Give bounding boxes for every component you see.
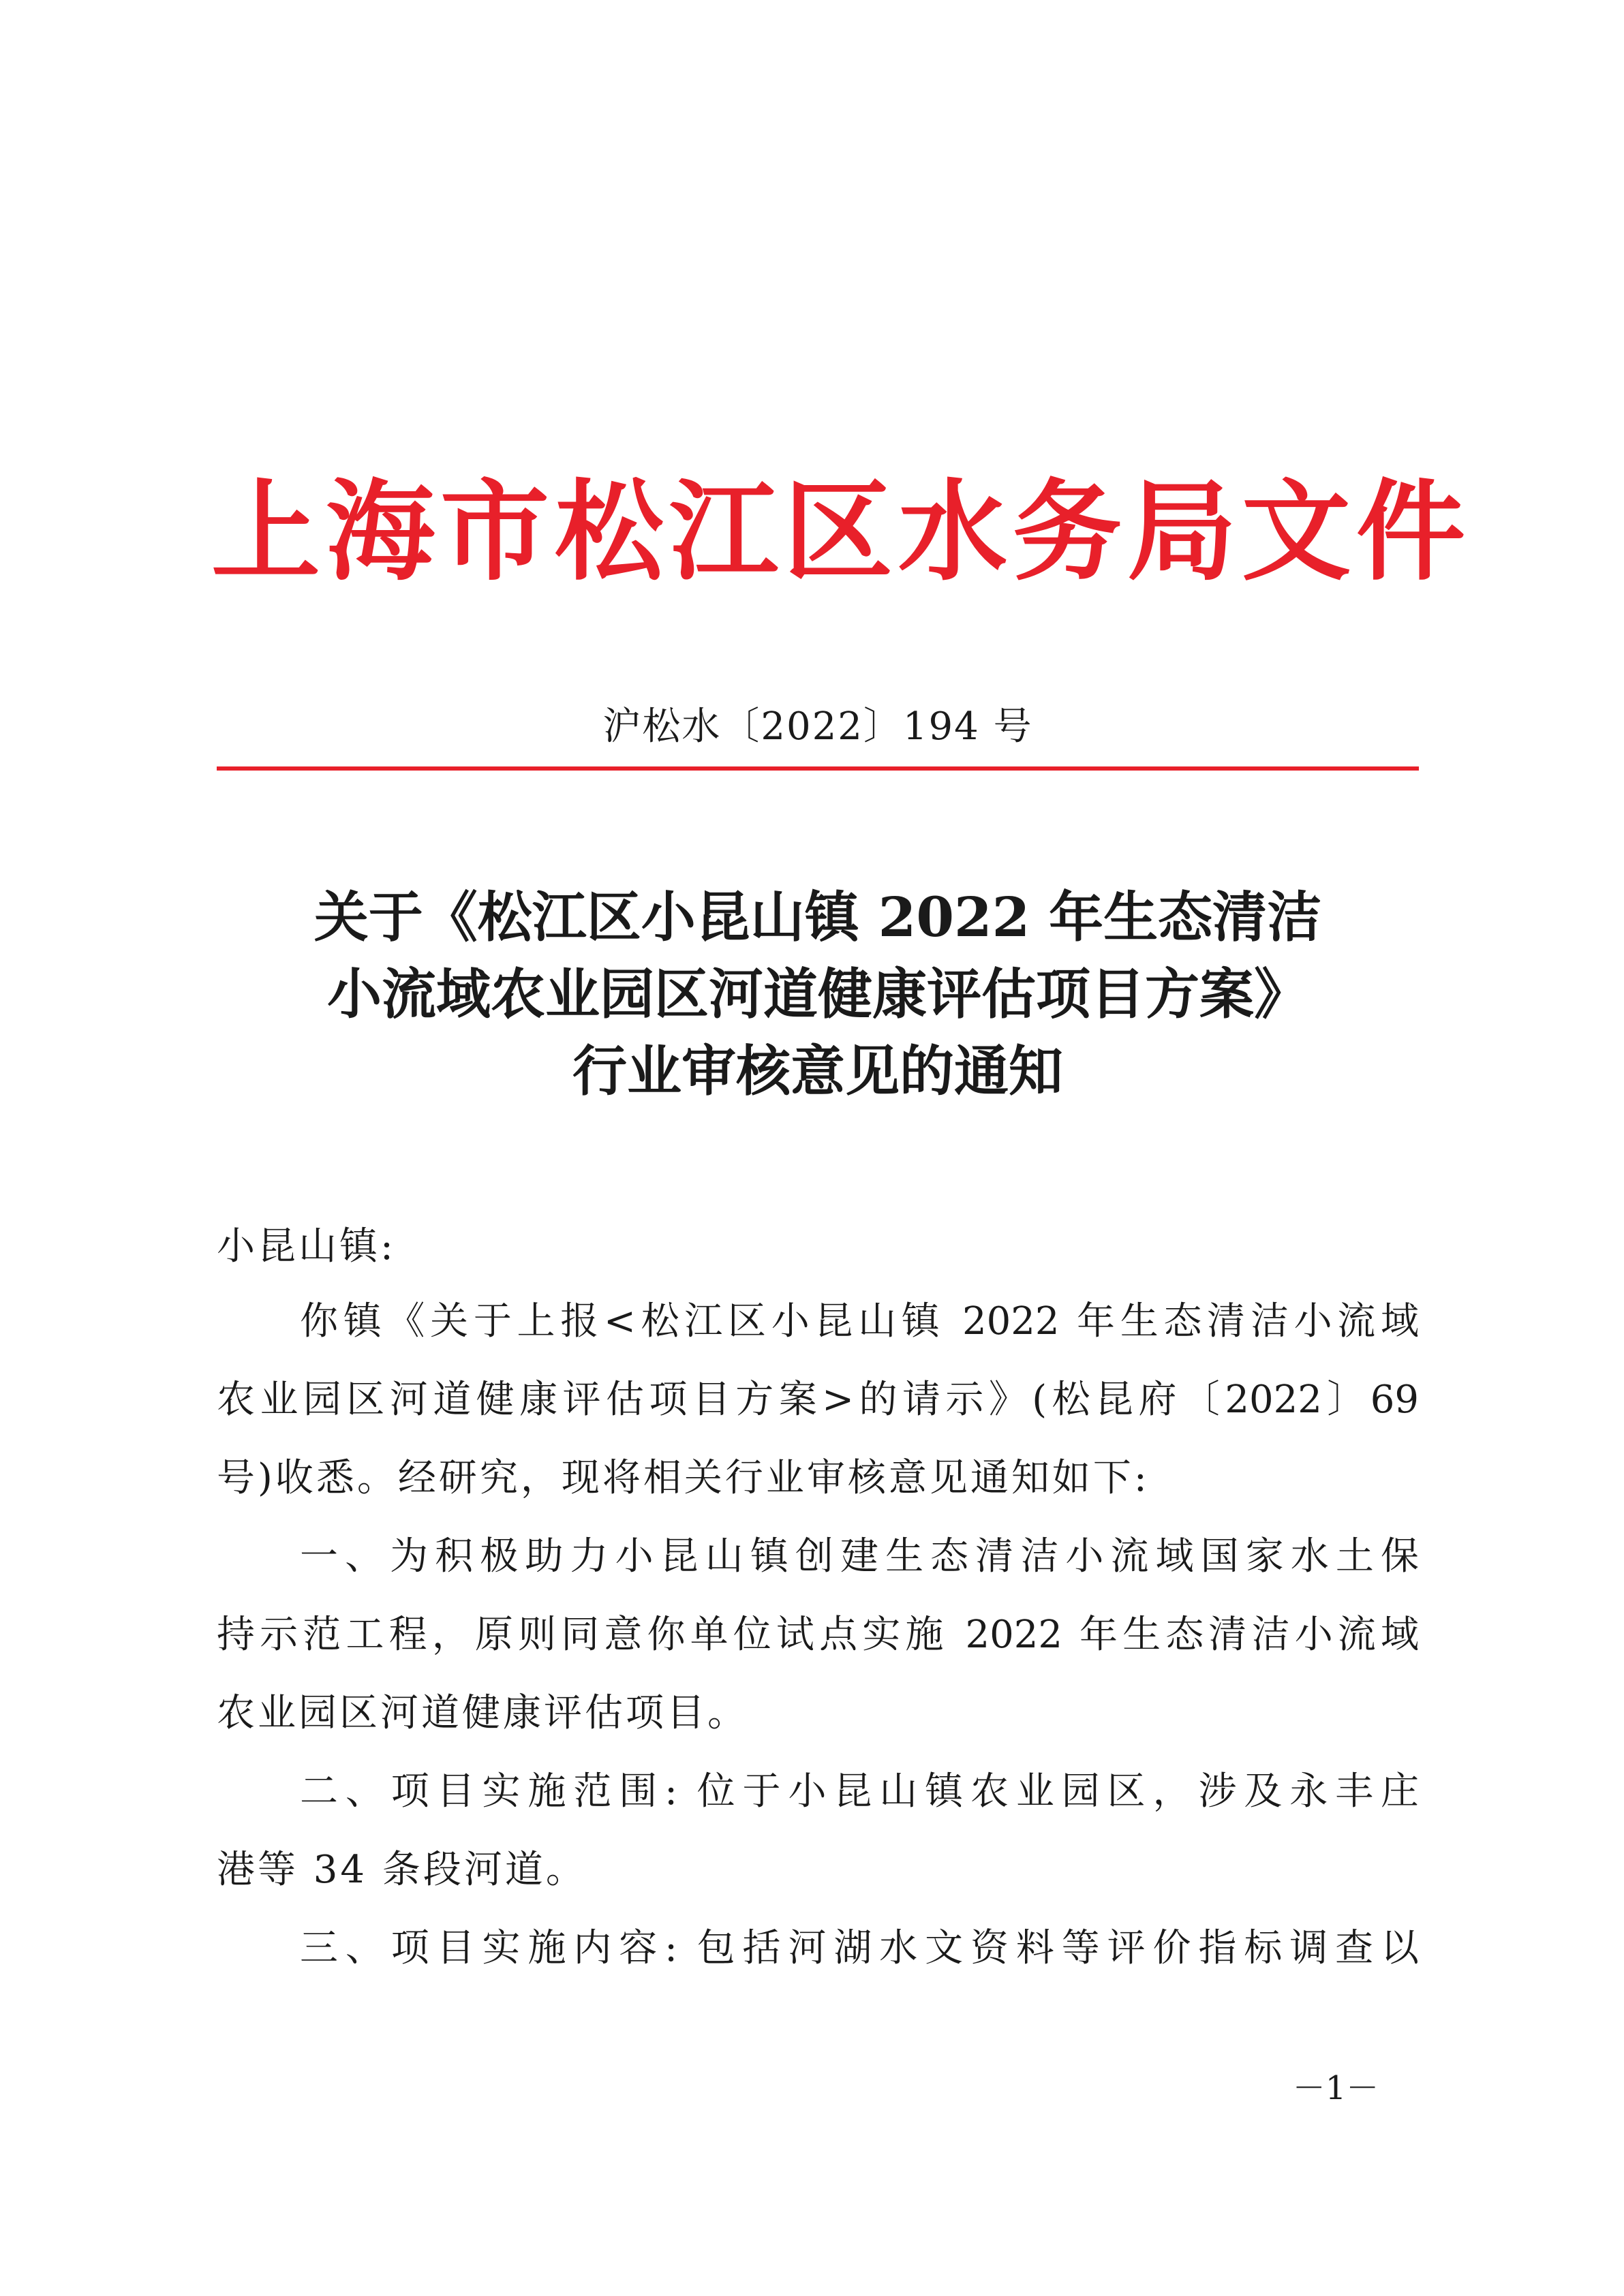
title-line: 行业审核意见的通知 (572, 1039, 1063, 1103)
body-line: 港等 34 条段河道。 (217, 1848, 587, 1892)
notice-title (204, 879, 1431, 1110)
body-line: 三、项目实施内容: 包括河湖水文资料等评价指标调查以 (300, 1926, 1419, 1970)
body-line: 你镇《关于上报<松江区小昆山镇 2022 年生态清洁小流域 (300, 1299, 1419, 1344)
body-line: 一、为积极助力小昆山镇创建生态清洁小流域国家水土保 (300, 1534, 1419, 1579)
body-line: 持示范工程，原则同意你单位试点实施 2022 年生态清洁小流域 (217, 1613, 1419, 1657)
title-line: 小流域农业园区河道健康评估项目方案》 (327, 962, 1308, 1026)
title-line: 关于《松江区小昆山镇 2022 年生态清洁 (313, 885, 1322, 949)
body-line: 二、项目实施范围: 位于小昆山镇农业园区，涉及永丰庄 (300, 1769, 1419, 1814)
page-number: －1－ (1292, 2069, 1379, 2107)
body-line: 农业园区河道健康评估项目。 (217, 1691, 748, 1735)
body-line: 农业园区河道健康评估项目方案>的请示》(松昆府〔2022〕69 (217, 1378, 1419, 1422)
body-line: 号)收悉。经研究，现将相关行业审核意见通知如下: (217, 1456, 1150, 1500)
document-number: 沪松水〔2022〕194 号 (602, 704, 1033, 749)
masthead-title: 上海市松江区水务局文件 (211, 467, 1471, 595)
red-divider (217, 766, 1419, 771)
salutation: 小昆山镇: (217, 1224, 396, 1269)
